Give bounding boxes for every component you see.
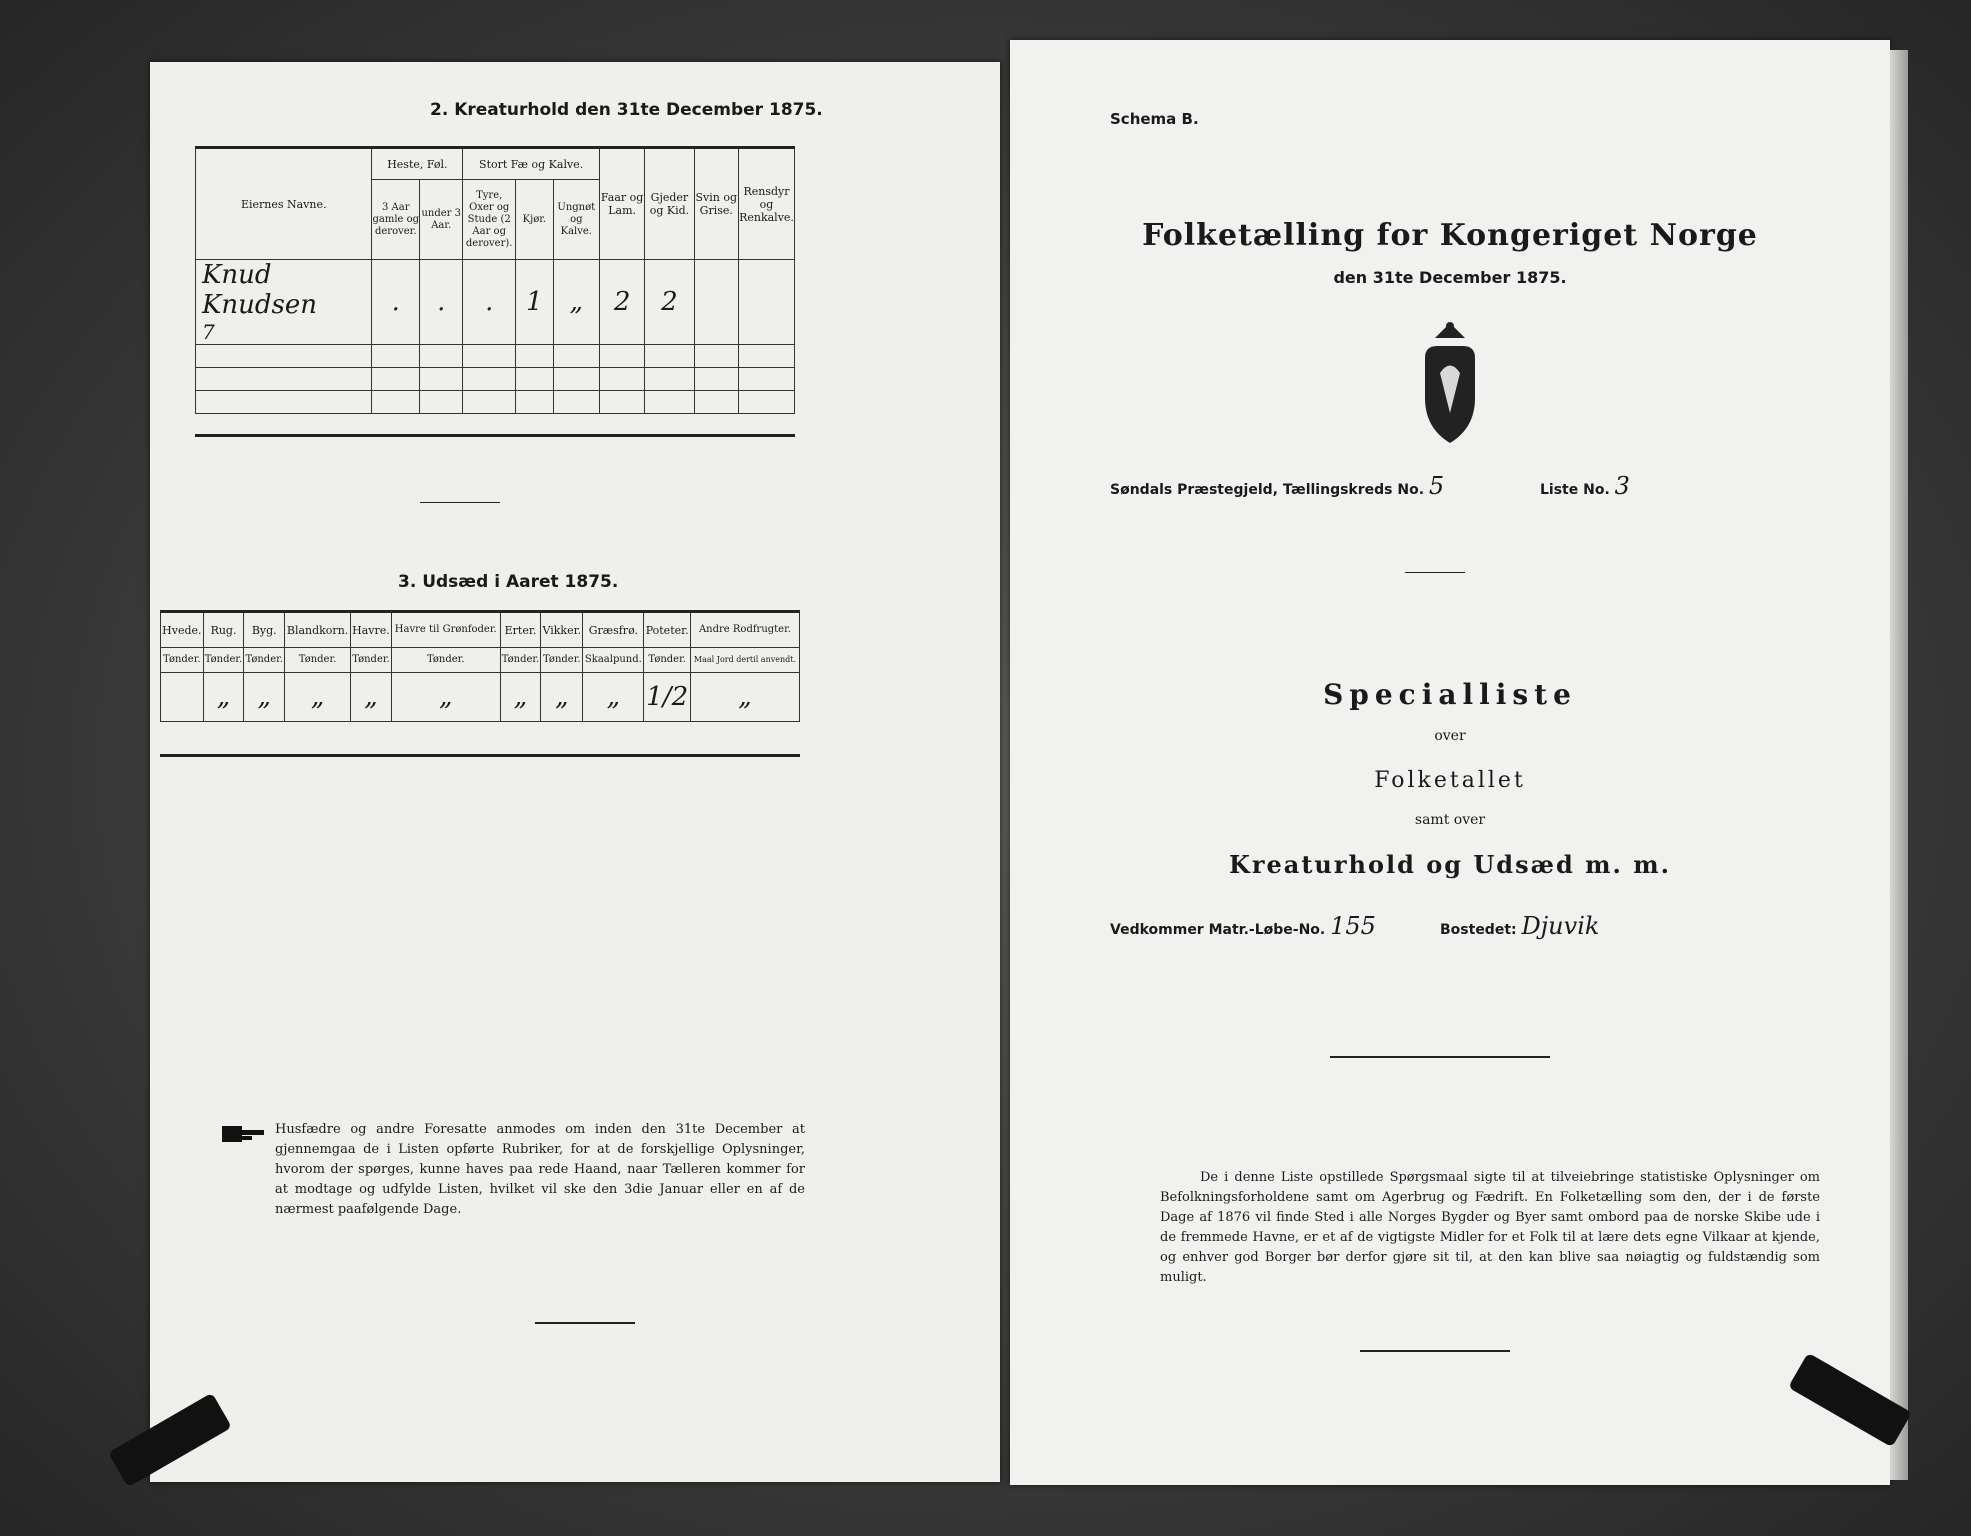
page-edge [1890,50,1908,1480]
folketallet-text: Folketallet [1374,768,1526,793]
bosted-label: Bostedet: [1440,922,1517,938]
seed-value: „ [500,673,541,722]
samt-over-text: samt over [1414,812,1486,828]
cell-value [694,260,738,345]
seed-table-bottom-rule [160,754,800,757]
liste-label: Liste No. [1540,482,1610,498]
seed-value: „ [203,673,244,722]
liste-line [1540,472,1630,500]
divider [1405,572,1465,573]
seed-header: Hvede. [161,612,204,648]
schema-label: Schema B. [1110,110,1199,128]
cell-value: 2 [599,260,644,345]
seed-value: „ [391,673,500,722]
right-page [1010,40,1890,1485]
left-page [150,62,1000,1482]
pointing-hand-icon [220,1122,266,1146]
seed-unit: Tønder. [285,648,351,673]
seed-value: 1/2 [644,673,690,722]
seed-header: Blandkorn. [285,612,351,648]
kreds-no: 5 [1428,472,1445,500]
cell-value [739,260,795,345]
col-heste: Heste, Føl. [372,148,463,180]
seed-value [161,673,204,722]
section3-title: 3. Udsæd i Aaret 1875. [398,572,619,592]
seed-header: Rug. [203,612,244,648]
seed-unit: Tønder. [500,648,541,673]
col-stort-a: Tyre, Oxer og Stude (2 Aar og derover). [463,180,516,260]
seed-header: Havre. [351,612,392,648]
cell-value: . [420,260,463,345]
seed-header: Andre Rodfrugter. [690,612,799,648]
over-text: over [1434,728,1466,744]
seed-header: Poteter. [644,612,690,648]
col-gjeder: Gjeder og Kid. [645,148,694,260]
seed-table [160,610,800,722]
seed-unit: Tønder. [351,648,392,673]
seed-unit: Tønder. [244,648,285,673]
col-faar: Faar og Lam. [599,148,644,260]
seed-value: „ [690,673,799,722]
owner-mark: 7 [202,320,215,344]
matr-no: 155 [1330,912,1376,940]
seed-value: „ [541,673,583,722]
seed-unit: Skaalpund. [583,648,644,673]
livestock-table [195,146,795,414]
owner-cell [196,260,372,345]
seed-value: „ [285,673,351,722]
col-rensdyr: Rensdyr og Renkalve. [739,148,795,260]
bosted-value: Djuvik [1521,912,1600,940]
bottom-rule [1360,1350,1510,1352]
coat-of-arms-icon [1405,318,1495,448]
prestegjeld-label: Søndals Præstegjeld, Tællingskreds No. [1110,482,1425,498]
col-owner: Eiernes Navne. [196,148,372,260]
cell-value: „ [553,260,599,345]
col-svin: Svin og Grise. [694,148,738,260]
liste-no: 3 [1614,472,1630,500]
seed-unit: Tønder. [541,648,583,673]
seed-header: Byg. [244,612,285,648]
seed-unit: Tønder. [644,648,690,673]
seed-unit: Tønder. [391,648,500,673]
seed-unit: Tønder. [203,648,244,673]
bottom-rule [535,1322,635,1324]
cell-value: 1 [516,260,554,345]
prestegjeld-line [1110,472,1444,500]
divider [420,502,500,503]
cell-value: . [463,260,516,345]
seed-header: Vikker. [541,612,583,648]
matr-line [1110,912,1376,940]
seed-value: „ [351,673,392,722]
matr-label: Vedkommer Matr.-Løbe-No. [1110,922,1326,938]
section2-title: 2. Kreaturhold den 31te December 1875. [430,100,823,120]
col-stort-c: Ungnøt og Kalve. [553,180,599,260]
divider [1330,1056,1550,1058]
seed-unit: Maal Jord dertil anvendt. [690,648,799,673]
kreaturhold-title: Kreaturhold og Udsæd m. m. [1229,850,1671,879]
specialliste-title: Specialliste [1323,678,1577,711]
col-heste-b: under 3 Aar. [420,180,463,260]
owner-name: Knud Knudsen [202,260,318,320]
seed-value: „ [583,673,644,722]
seed-header: Erter. [500,612,541,648]
col-heste-a: 3 Aar gamle og derover. [372,180,420,260]
bosted-line [1440,912,1599,940]
table-bottom-rule [195,434,795,437]
notice-text: Husfædre og andre Foresatte anmodes om inden den 31te December at gjennemgaa de i Listen opførte Rubriker, for at de forskjellige Oplysninger, hvorom der spørges, kunne haves paa rede Haand, naar Tælleren kommer for at modtage og udfylde Listen, hvilket vil ske den 3die Januar eller en af de nærmest paafølgende Dage. [275,1122,805,1217]
intro-paragraph: De i denne Liste opstillede Spørgsmaal sigte til at tilveiebringe statistiske Oplysninger om Befolkningsforholdene samt om Agerbrug og Fædrift. En Folketælling som den, der i de første Dage af 1876 vil finde Sted i alle Norges Bygder og Byer samt ombord paa de norske Skibe ude i de fremmede Havne, er et af de vigtigste Midler for et Folk til at lære dets egne Vilkaar at kjende, og enhver god Borger bør derfor gjøre sit til, at den kan blive saa nøiagtig og fuldstændig som muligt. [1160,1170,1820,1285]
seed-unit: Tønder. [161,648,204,673]
cell-value: 2 [645,260,694,345]
seed-header: Græsfrø. [583,612,644,648]
col-stort: Stort Fæ og Kalve. [463,148,600,180]
main-title: Folketælling for Kongeriget Norge [1142,218,1758,253]
cell-value: . [372,260,420,345]
seed-value: „ [244,673,285,722]
date-line: den 31te December 1875. [1333,268,1567,287]
seed-header: Havre til Grønfoder. [391,612,500,648]
col-stort-b: Kjør. [516,180,554,260]
